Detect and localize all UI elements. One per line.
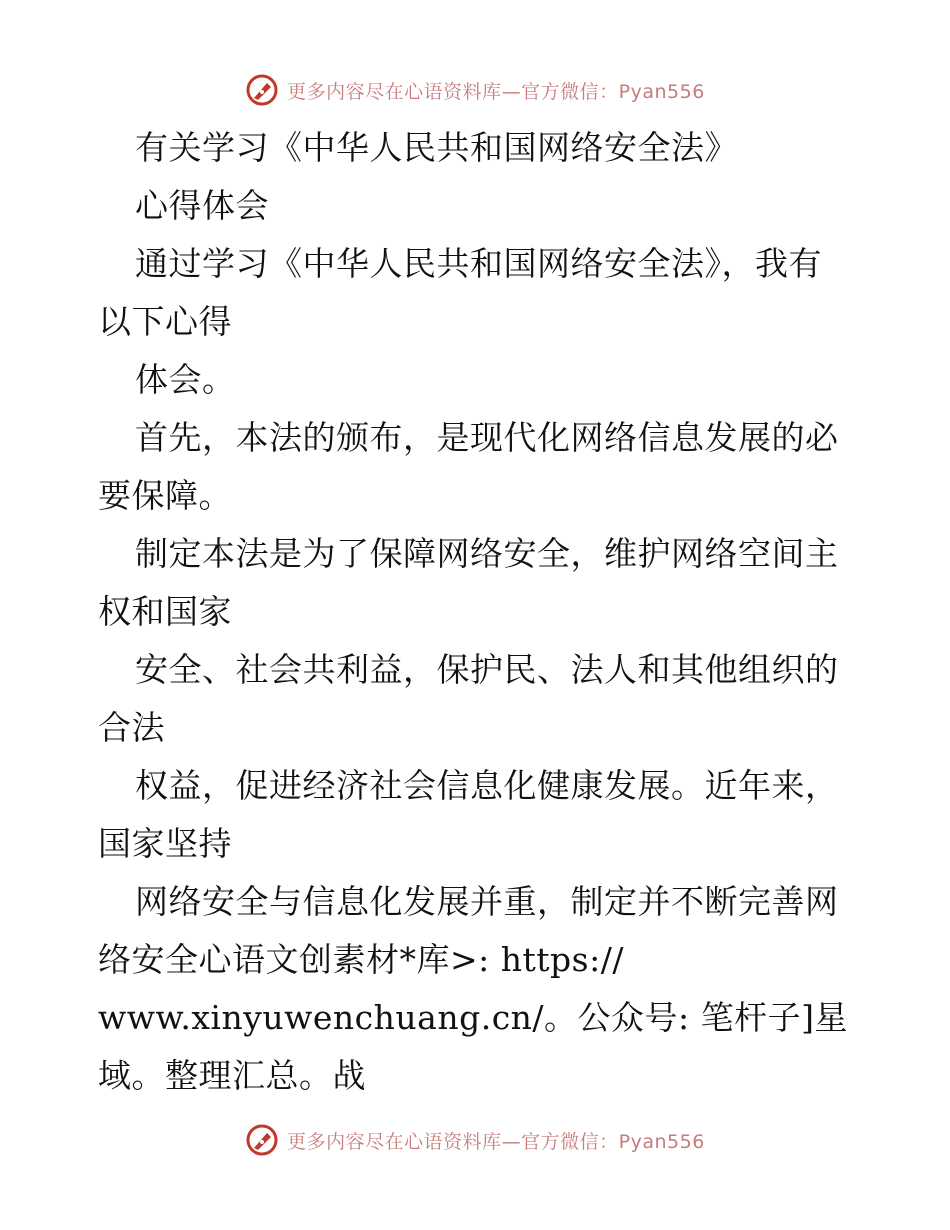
paragraph-line: 制定本法是为了保障网络安全，维护网络空间主	[135, 534, 839, 573]
paragraph-line: 域。整理汇总。战	[98, 1056, 366, 1095]
watermark-text: 更多内容尽在心语资料库—官方微信：Pyan556	[287, 1130, 705, 1153]
paragraph-line: 权和国家	[98, 592, 232, 631]
paragraph-line: 安全、社会共利益，保护民、法人和其他组织的	[135, 650, 839, 689]
paragraph-line: 络安全心语文创素材*库>: https://	[98, 940, 624, 979]
header-watermark	[0, 70, 950, 110]
pen-nib-logo-icon	[245, 73, 279, 107]
paragraph-line: 通过学习《中华人民共和国网络安全法》，我有	[135, 244, 822, 283]
paragraph-line: 要保障。	[98, 476, 232, 515]
footer-watermark	[0, 1120, 950, 1160]
paragraph-line: 以下心得	[98, 302, 232, 341]
pen-nib-logo-icon	[245, 1123, 279, 1157]
document-title-line-2: 心得体会	[135, 186, 269, 225]
paragraph-line: 网络安全与信息化发展并重，制定并不断完善网	[135, 882, 839, 921]
document-title-line-1: 有关学习《中华人民共和国网络安全法》	[135, 128, 738, 167]
paragraph-line: 权益，促进经济社会信息化健康发展。近年来，	[135, 766, 839, 805]
paragraph-line: www.xinyuwenchuang.cn/。公众号: 笔杆子]星	[98, 998, 849, 1037]
watermark-text: 更多内容尽在心语资料库—官方微信：Pyan556	[287, 80, 705, 103]
paragraph-line: 国家坚持	[98, 824, 232, 863]
paragraph-line: 合法	[98, 708, 165, 747]
paragraph-line: 首先，本法的颁布，是现代化网络信息发展的必	[135, 418, 839, 457]
paragraph-line: 体会。	[135, 360, 236, 399]
